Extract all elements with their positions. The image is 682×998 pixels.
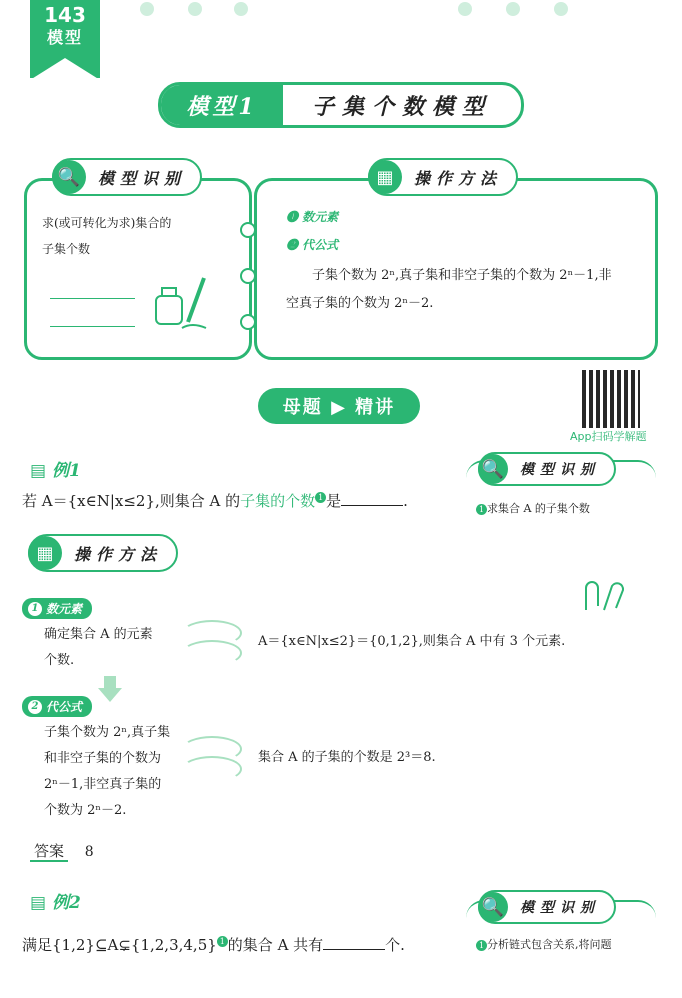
method2-pill bbox=[28, 534, 178, 572]
example2-question bbox=[22, 934, 405, 955]
step-number: 2 bbox=[28, 700, 42, 714]
step2-result: 集合 A 的子集的个数是 2³＝8. bbox=[258, 750, 436, 765]
binder-dot bbox=[554, 2, 568, 16]
example2-side-pill bbox=[478, 890, 616, 924]
method2-title: 操作方法 bbox=[74, 544, 163, 564]
q1-pre: 若 A＝{x∈N|x≤2},则集合 A 的 bbox=[22, 492, 241, 510]
example1-question bbox=[22, 490, 408, 511]
method-text bbox=[286, 262, 612, 318]
identify-text bbox=[42, 210, 171, 262]
down-arrow-icon bbox=[98, 676, 122, 702]
q1-highlight: 子集的个数 bbox=[240, 492, 316, 510]
identify-line: 求(或可转化为求)集合的 bbox=[42, 216, 172, 230]
binder-dot bbox=[140, 2, 154, 16]
connector-curve bbox=[182, 756, 242, 782]
step-number: 1 bbox=[28, 602, 42, 616]
example1-label: 例1 bbox=[51, 461, 81, 481]
example2-side-title: 模型识别 bbox=[520, 900, 600, 916]
example2-label: 例2 bbox=[51, 893, 81, 913]
q1-end: . bbox=[403, 492, 408, 510]
step2-badge bbox=[22, 696, 92, 717]
binder-dot bbox=[188, 2, 202, 16]
blank-line bbox=[50, 298, 135, 299]
example1-side-title: 模型识别 bbox=[520, 462, 600, 478]
book-icon: ▤ bbox=[30, 461, 47, 481]
step2-badge-text: 代公式 bbox=[46, 700, 83, 714]
identify-box bbox=[24, 178, 252, 360]
page-label: 模型 bbox=[46, 28, 83, 47]
answer-value: 8 bbox=[84, 844, 94, 860]
page-number: 143 bbox=[44, 3, 86, 27]
example2-heading bbox=[30, 888, 81, 913]
flowchart-icon: ▦ bbox=[368, 160, 402, 194]
footnote-marker: 1 bbox=[217, 936, 228, 947]
method-line: 空真子集的个数为 2ⁿ－2. bbox=[286, 296, 434, 311]
section-heading: 母题 ▶ 精讲 bbox=[258, 388, 420, 424]
method-line: 子集个数为 2ⁿ,真子集和非空子集的个数为 2ⁿ－1,非 bbox=[312, 268, 612, 283]
tab-notch bbox=[30, 58, 100, 80]
book-icon: ▤ bbox=[30, 893, 47, 913]
identify-title: 模型识别 bbox=[98, 168, 187, 188]
model-banner bbox=[158, 82, 524, 128]
method-step2: ❷ 代公式 bbox=[286, 238, 339, 252]
identify-line: 子集个数 bbox=[42, 242, 91, 256]
search-doc-icon: 🔍 bbox=[478, 892, 508, 922]
answer-blank[interactable] bbox=[341, 491, 403, 506]
step2-desc bbox=[44, 720, 170, 824]
example1-side-pill bbox=[478, 452, 616, 486]
step1-desc bbox=[44, 622, 153, 674]
binder-dot bbox=[506, 2, 520, 16]
banner-title: 子集个数模型 bbox=[311, 93, 492, 120]
blank-line bbox=[50, 326, 135, 327]
flowchart-icon: ▦ bbox=[28, 536, 62, 570]
step1-desc-line: 个数. bbox=[44, 653, 75, 668]
q1-post: 是 bbox=[326, 492, 342, 510]
side-note-text: 分析链式包含关系,将问题 bbox=[487, 938, 612, 951]
step1-badge-text: 数元素 bbox=[46, 602, 83, 616]
binder-dot bbox=[234, 2, 248, 16]
search-doc-icon: 🔍 bbox=[52, 160, 86, 194]
paperclip-icon bbox=[578, 580, 628, 616]
step2-desc-line: 2ⁿ－1,非空真子集的 bbox=[44, 777, 162, 792]
step2-desc-line: 和非空子集的个数为 bbox=[44, 751, 162, 766]
step2-desc-line: 子集个数为 2ⁿ,真子集 bbox=[44, 725, 171, 740]
connector-curve bbox=[182, 640, 242, 666]
example1-heading bbox=[30, 456, 81, 481]
method-pill bbox=[368, 158, 518, 196]
q2-end: 个. bbox=[385, 936, 405, 954]
answer-row bbox=[30, 840, 94, 861]
q2-mid: 的集合 A 共有 bbox=[227, 936, 324, 954]
qr-code[interactable] bbox=[582, 370, 640, 428]
footnote-marker: 1 bbox=[476, 504, 487, 515]
side-note-text: 求集合 A 的子集个数 bbox=[487, 502, 590, 515]
step1-badge bbox=[22, 598, 92, 619]
step1-desc-line: 确定集合 A 的元素 bbox=[44, 627, 153, 642]
method-step1: ❶ 数元素 bbox=[286, 210, 339, 224]
search-doc-icon: 🔍 bbox=[478, 454, 508, 484]
method-title: 操作方法 bbox=[414, 168, 503, 188]
answer-blank[interactable] bbox=[323, 935, 385, 950]
step1-result: A＝{x∈N|x≤2}＝{0,1,2},则集合 A 中有 3 个元素. bbox=[258, 634, 566, 649]
footnote-marker: 1 bbox=[476, 940, 487, 951]
binder-dot bbox=[458, 2, 472, 16]
identify-pill bbox=[52, 158, 202, 196]
example1-side-note bbox=[476, 500, 590, 516]
inkpot-icon bbox=[152, 272, 212, 332]
example2-side-note bbox=[476, 936, 612, 952]
banner-left: 模型1 bbox=[161, 85, 283, 125]
qr-caption: App扫码学解题 bbox=[570, 430, 647, 443]
answer-label: 答案 bbox=[30, 842, 68, 862]
q2-pre: 满足{1,2}⊆A⊊{1,2,3,4,5} bbox=[22, 936, 217, 954]
step2-desc-line: 个数为 2ⁿ－2. bbox=[44, 803, 127, 818]
footnote-marker: 1 bbox=[315, 492, 326, 503]
